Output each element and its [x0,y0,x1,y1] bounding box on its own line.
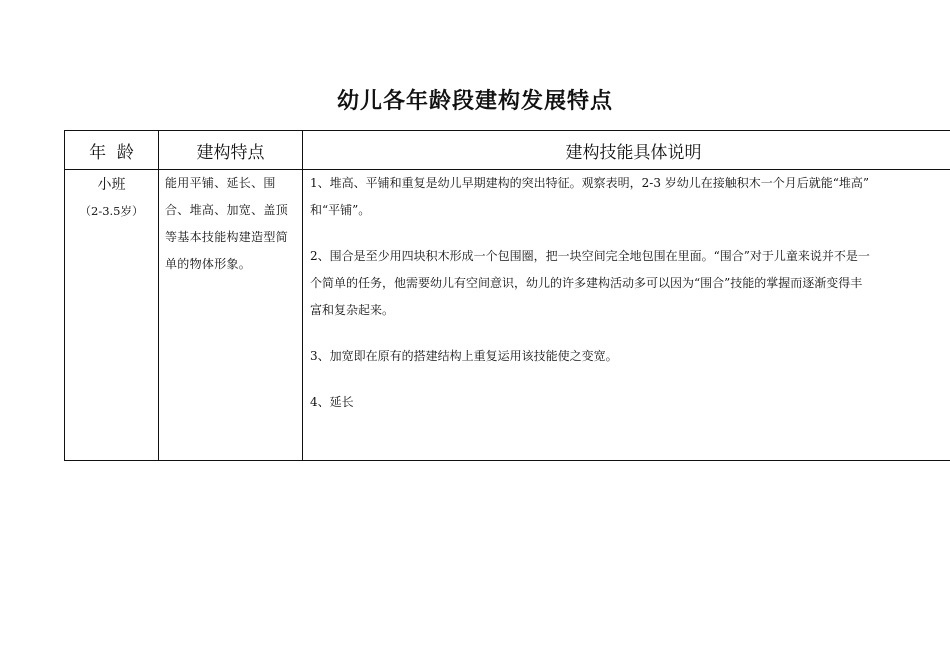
age-cell [65,170,159,461]
skill-line: 个简单的任务，他需要幼儿有空间意识，幼儿的许多建构活动多可以因为“围合”技能的掌握而逐渐变得丰 [310,276,863,290]
document-title: 幼儿各年龄段建构发展特点 [336,89,613,114]
age-group-range: （2-3.5岁） [79,204,144,218]
table-header-row [65,131,950,170]
skill-item [310,343,950,370]
skill-item [310,170,950,224]
skill-line: 和“平铺”。 [310,203,371,217]
skill-line: 2、围合是至少用四块积木形成一个包围圈，把一块空间完全地包围在里面。“围合”对于儿童来说并不是一 [310,249,870,263]
features-text: 能用平铺、延长、围合、堆高、加宽、盖顶等基本技能构建造型简单的物体形象。 [165,176,289,271]
skill-line: 1、堆高、平铺和重复是幼儿早期建构的突出特征。观察表明，2-3 岁幼儿在接触积木一个月后就能“堆高” [310,176,870,190]
skills-cell [303,170,950,461]
skill-line: 富和复杂起来。 [310,303,395,317]
skill-item [310,389,950,416]
age-group-name: 小班 [97,177,126,193]
skill-line: 3、加宽即在原有的搭建结构上重复运用该技能使之变宽。 [310,349,618,363]
development-table [64,130,950,461]
table-row [65,170,950,461]
header-skills: 建构技能具体说明 [303,131,950,170]
header-age: 年 龄 [65,131,159,170]
skill-line: 4、延长 [310,395,354,409]
header-features: 建构特点 [159,131,303,170]
skill-item [310,243,950,324]
features-cell [159,170,303,461]
